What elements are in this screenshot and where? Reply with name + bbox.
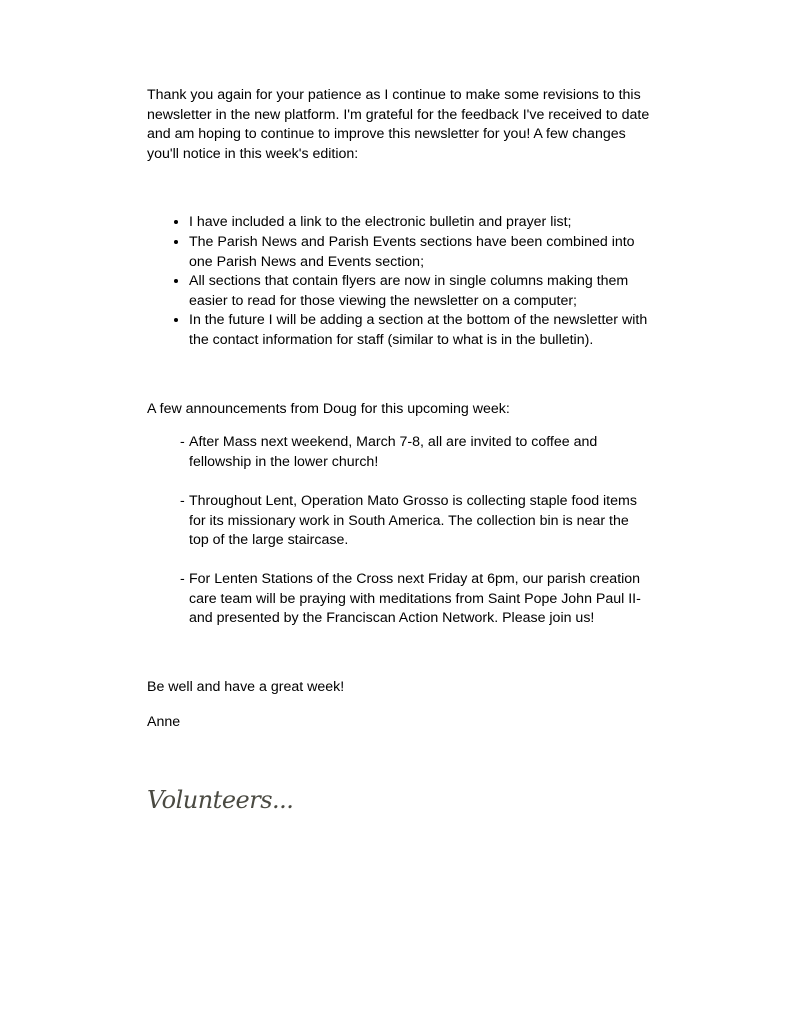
dash-marker: - xyxy=(180,571,185,588)
dash-marker: - xyxy=(180,434,185,451)
announcement-text: After Mass next weekend, March 7-8, all are invited to coffee and fellowship in the lower church! xyxy=(189,434,598,470)
announcements-list xyxy=(147,433,652,629)
announcement-item xyxy=(180,433,652,472)
closing-line: Be well and have a great week! xyxy=(147,679,345,696)
list-item: • All sections that contain flyers are now in single columns making them easier to read for those viewing the newsletter on a computer; xyxy=(189,272,652,311)
announcement-item xyxy=(180,570,652,629)
announcement-item xyxy=(180,492,652,551)
announcement-text: Throughout Lent, Operation Mato Grosso is collecting staple food items for its missionary work in South America. The collection bin is near the top of the large staircase. xyxy=(189,492,637,549)
changes-list xyxy=(147,213,652,350)
dash-marker: - xyxy=(180,492,185,509)
list-item: • In the future I will be adding a section at the bottom of the newsletter with the contact information for staff (similar to what is in the bulletin). xyxy=(189,311,652,350)
list-item: • I have included a link to the electronic bulletin and prayer list; xyxy=(189,213,652,233)
intro-paragraph: Thank you again for your patience as I continue to make some revisions to this newsletter in the new platform. I'm grateful for the feedback I've received to date and am hoping to continue to improve this newsletter for you! A few changes you'll notice in this week's edition: xyxy=(147,87,650,162)
newsletter-body xyxy=(147,86,652,732)
announcements-heading: A few announcements from Doug for this upcoming week: xyxy=(147,400,510,417)
signature: Anne xyxy=(147,713,181,730)
volunteers-heading: Volunteers... xyxy=(147,786,294,814)
announcement-text: For Lenten Stations of the Cross next Friday at 6pm, our parish creation care team will be praying with meditations from Saint Pope John Paul II- and presented by the Franciscan Action Network. Please join us! xyxy=(189,571,641,627)
list-item: • The Parish News and Parish Events sections have been combined into one Parish News and Events section; xyxy=(189,233,652,272)
